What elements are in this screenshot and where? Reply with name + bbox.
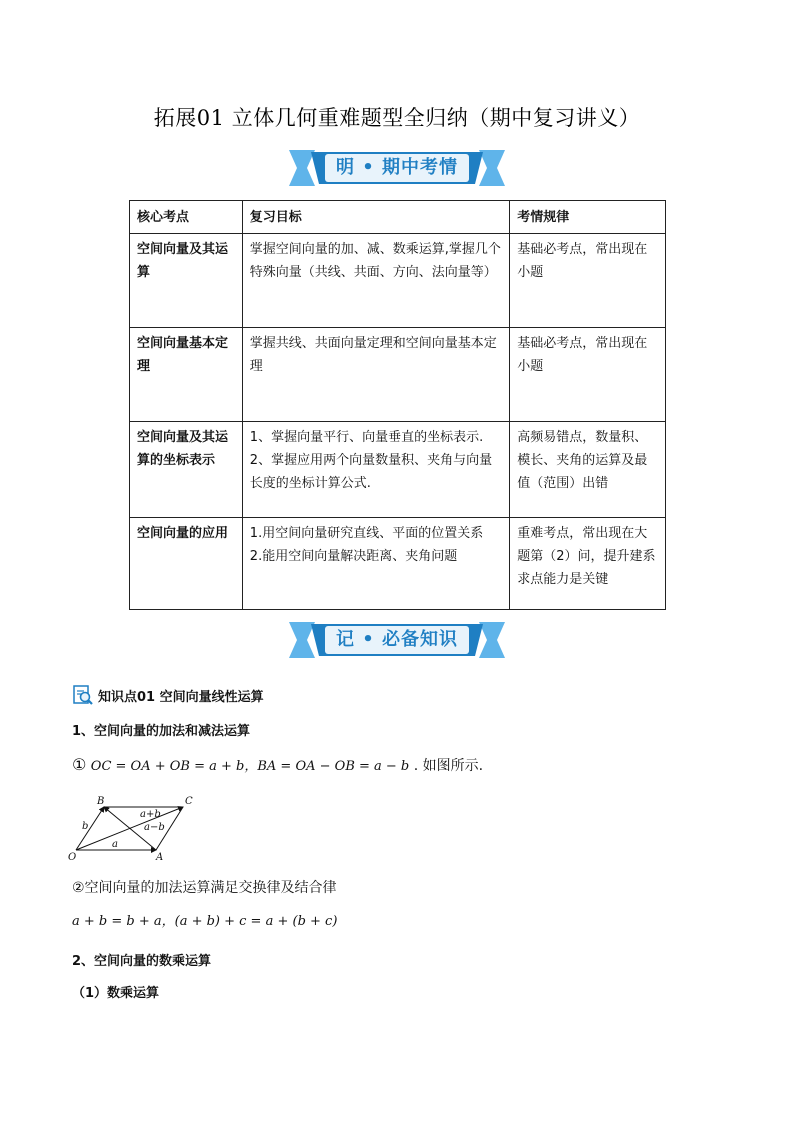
formula-line-1 (72, 755, 483, 775)
table-cell-goal: 掌握共线、共面向量定理和空间向量基本定理 (242, 328, 509, 422)
circle-number-marker: ① (72, 755, 87, 774)
label-A: A (156, 852, 164, 863)
table-cell-goal: 1、掌握向量平行、向量垂直的坐标表示. 2、掌握应用两个向量数量积、夹角与向量长度的坐标计算公式. (242, 422, 509, 518)
table-header: 考情规律 (510, 201, 666, 234)
vector-formula: a + b = b + a，(a + b) + c = a + (b + c) (72, 914, 338, 929)
table-cell-pattern: 高频易错点，数量积、模长、夹角的运算及最值（范围）出错 (510, 422, 666, 518)
label-a-minus-b: a−b (144, 822, 165, 833)
table-cell-topic: 空间向量基本定理 (130, 328, 243, 422)
banner-exam-analysis (285, 148, 509, 188)
page-title: 拓展01 立体几何重难题型全归纳（期中复习讲义） (153, 106, 641, 130)
table-cell-goal: 1.用空间向量研究直线、平面的位置关系 2.能用空间向量解决距离、夹角问题 (242, 518, 509, 610)
knowledge-point-label: 知识点01 空间向量线性运算 (98, 689, 264, 705)
label-a-plus-b: a+b (140, 809, 161, 820)
table-row (130, 422, 666, 518)
table-cell-pattern: 基础必考点，常出现在小题 (510, 328, 666, 422)
table-row (130, 518, 666, 610)
section-heading-scalar: 2、空间向量的数乘运算 (72, 954, 212, 969)
magnifier-document-icon (72, 684, 94, 706)
table-cell-topic: 空间向量的应用 (130, 518, 243, 610)
table-cell-goal: 掌握空间向量的加、减、数乘运算,掌握几个特殊向量（共线、共面、方向、法向量等） (242, 234, 509, 328)
table-cell-pattern: 重难考点，常出现在大题第（2）问，提升建系求点能力是关键 (510, 518, 666, 610)
table-header: 复习目标 (242, 201, 509, 234)
parallelogram-diagram (68, 793, 208, 863)
table-cell-topic: 空间向量及其运算 (130, 234, 243, 328)
table-row (130, 234, 666, 328)
vector-formula: OC = OA + OB = a + b，BA = OA − OB = a − b (90, 759, 410, 774)
table-cell-topic: 空间向量及其运算的坐标表示 (130, 422, 243, 518)
table-row (130, 328, 666, 422)
section-heading-add-sub: 1、空间向量的加法和减法运算 (72, 724, 251, 739)
label-C: C (185, 796, 193, 807)
label-a: a (112, 839, 118, 850)
table-cell-pattern: 基础必考点，常出现在小题 (510, 234, 666, 328)
review-table (129, 200, 666, 610)
item-2-text: ②空间向量的加法运算满足交换律及结合律 (72, 880, 337, 896)
table-header: 核心考点 (130, 201, 243, 234)
banner-text: 记 • 必备知识 (335, 629, 459, 650)
label-B: B (97, 796, 105, 807)
subheading-scalar-op: （1）数乘运算 (72, 986, 160, 1001)
label-O: O (68, 852, 77, 863)
banner-essential-knowledge (285, 620, 509, 660)
formula-suffix: . 如图所示. (413, 758, 484, 774)
table-header-row (130, 201, 666, 234)
banner-text: 明 • 期中考情 (335, 157, 459, 178)
formula-line-2 (72, 910, 337, 929)
knowledge-point-heading (72, 684, 264, 706)
label-b: b (82, 821, 89, 832)
